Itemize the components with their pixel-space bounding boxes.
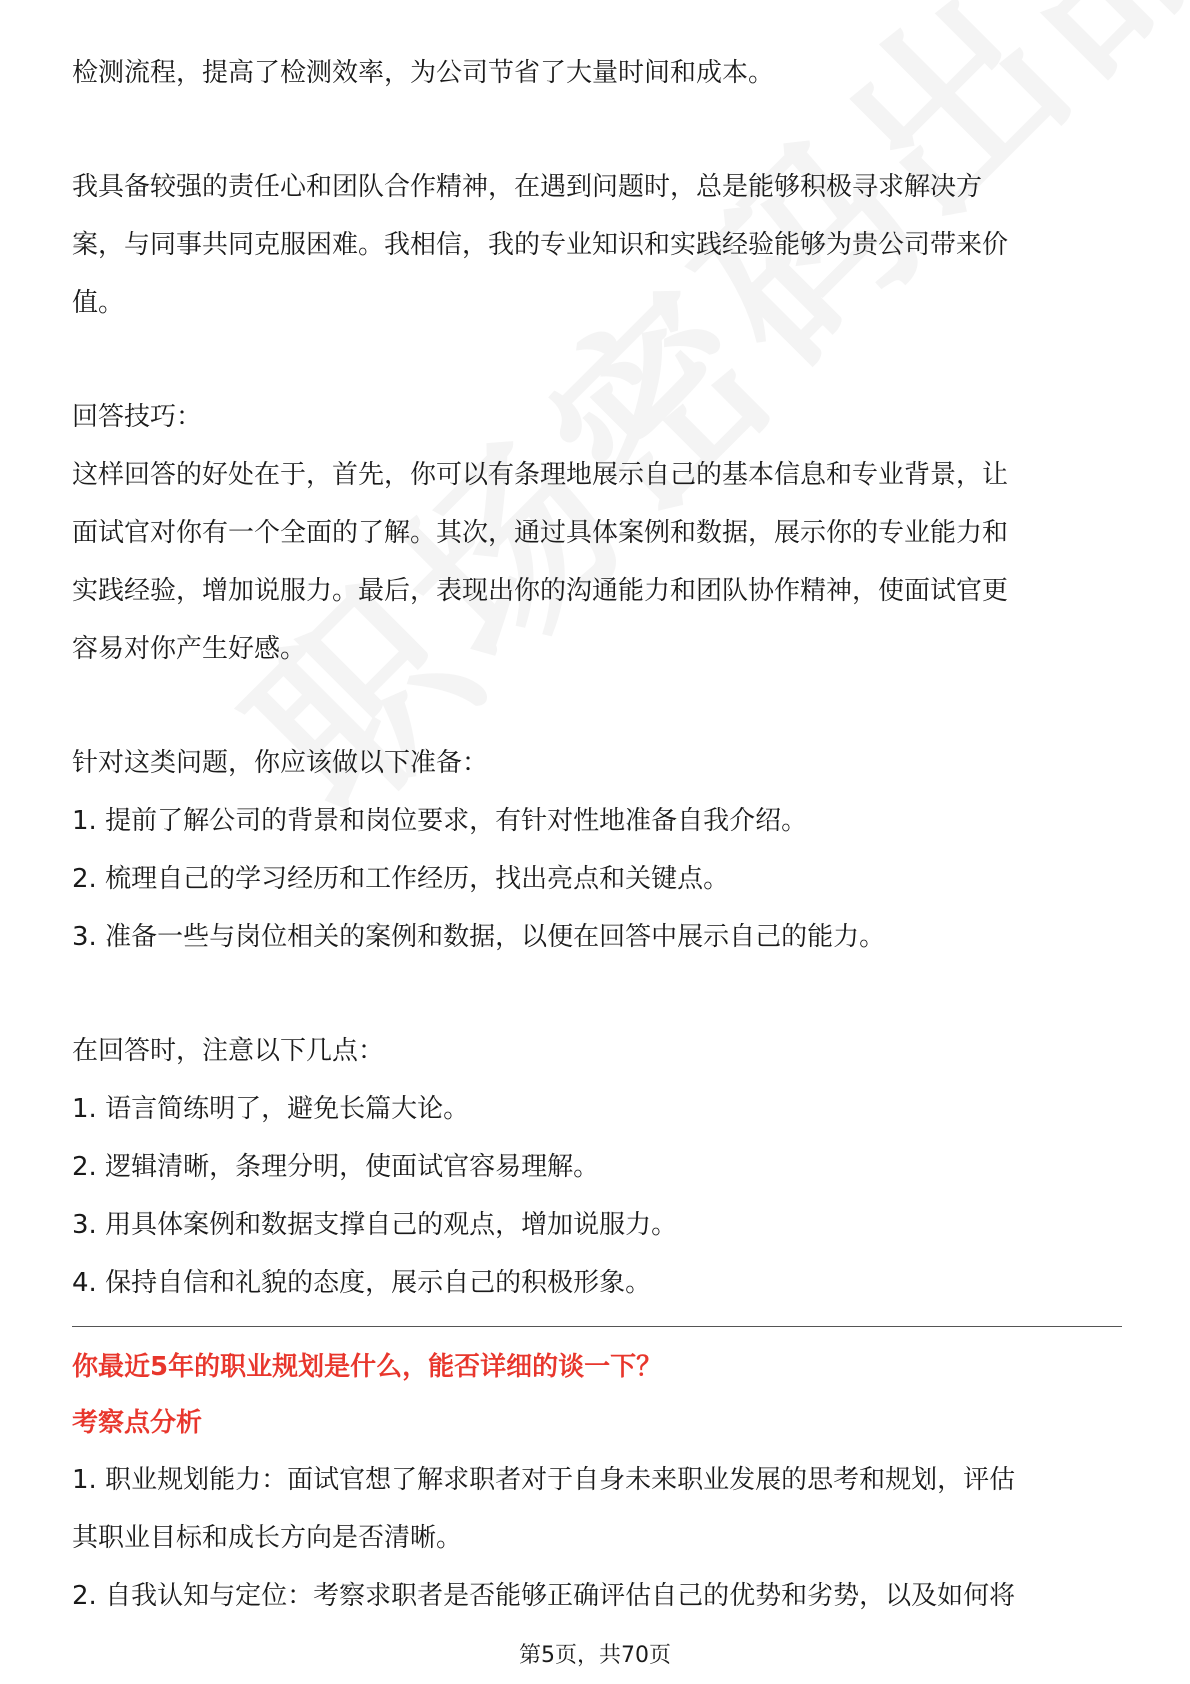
list-item: 3. 准备一些与岗位相关的案例和数据，以便在回答中展示自己的能力。 (72, 922, 886, 952)
list-item: 1. 职业规划能力：面试官想了解求职者对于自身未来职业发展的思考和规划，评估 (72, 1465, 1016, 1495)
notes-section (72, 1022, 1122, 1312)
preparation-section (72, 734, 1122, 966)
text-line: 我具备较强的责任心和团队合作精神，在遇到问题时，总是能够积极寻求解决方 (72, 172, 983, 202)
list-item: 2. 自我认知与定位：考察求职者是否能够正确评估自己的优势和劣势，以及如何将 (72, 1581, 1016, 1611)
text-line: 面试官对你有一个全面的了解。其次，通过具体案例和数据，展示你的专业能力和 (72, 518, 1009, 548)
question-title: 你最近5年的职业规划是什么，能否详细的谈一下？ (72, 1352, 663, 1382)
paragraph-continuation (72, 44, 1122, 102)
answer-tips-section (72, 388, 1122, 678)
question-section (72, 1339, 1122, 1625)
list-item: 1. 提前了解公司的背景和岗位要求，有针对性地准备自我介绍。 (72, 806, 808, 836)
text-line: 实践经验，增加说服力。最后，表现出你的沟通能力和团队协作精神，使面试官更 (72, 576, 1009, 606)
text-line: 容易对你产生好感。 (72, 634, 307, 664)
list-item: 2. 逻辑清晰，条理分明，使面试官容易理解。 (72, 1152, 600, 1182)
preparation-heading: 针对这类问题，你应该做以下准备： (72, 748, 489, 778)
text-line: 案，与同事共同克服困难。我相信，我的专业知识和实践经验能够为贵公司带来价 (72, 230, 1009, 260)
analysis-heading: 考察点分析 (72, 1408, 203, 1438)
list-item: 1. 语言简练明了，避免长篇大论。 (72, 1094, 470, 1124)
answer-tips-heading: 回答技巧： (72, 402, 203, 432)
text-line: 这样回答的好处在于，首先，你可以有条理地展示自己的基本信息和专业背景，让 (72, 460, 1009, 490)
list-item: 2. 梳理自己的学习经历和工作经历，找出亮点和关键点。 (72, 864, 730, 894)
section-divider (72, 1326, 1122, 1327)
notes-heading: 在回答时，注意以下几点： (72, 1036, 385, 1066)
list-item: 4. 保持自信和礼貌的态度，展示自己的积极形象。 (72, 1268, 652, 1298)
text-line: 其职业目标和成长方向是否清晰。 (72, 1523, 463, 1553)
paragraph-self-description (72, 158, 1122, 332)
text-line: 值。 (72, 288, 125, 318)
page-content (72, 44, 1122, 1625)
page-number-footer: 第5页，共70页 (519, 1643, 671, 1668)
text-line: 检测流程，提高了检测效率，为公司节省了大量时间和成本。 (72, 58, 775, 88)
list-item: 3. 用具体案例和数据支撑自己的观点，增加说服力。 (72, 1210, 678, 1240)
